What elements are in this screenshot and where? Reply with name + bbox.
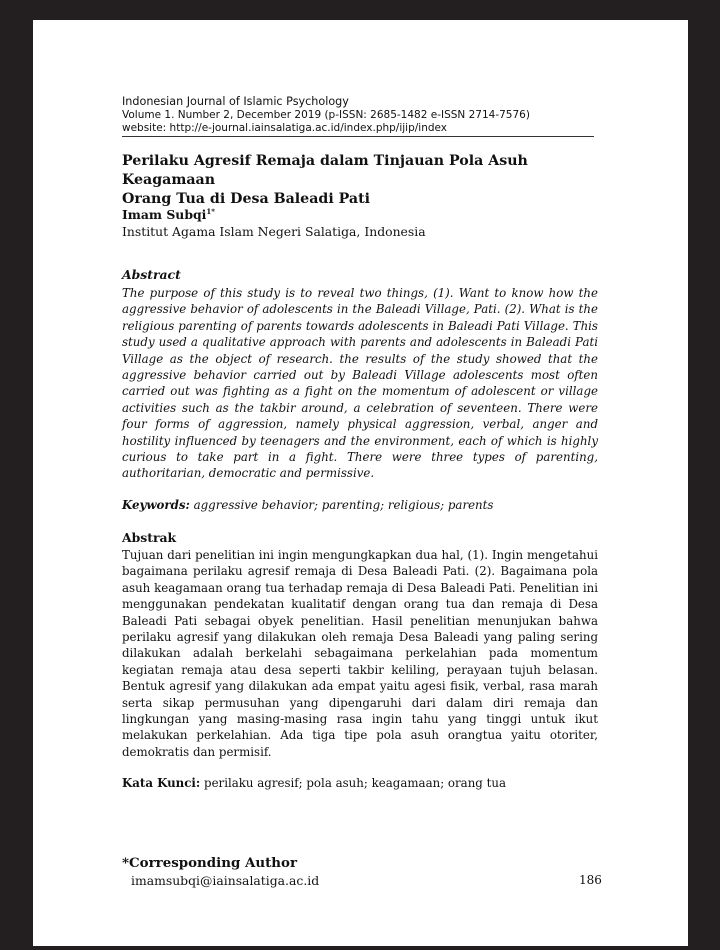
keywords-label: Keywords: xyxy=(122,498,190,512)
journal-header xyxy=(122,95,594,136)
paper-title xyxy=(122,152,597,209)
kata-kunci-label: Kata Kunci: xyxy=(122,776,201,790)
title-line-1: Perilaku Agresif Remaja dalam Tinjauan Pola Asuh Keagamaan xyxy=(122,153,528,188)
journal-volume: Volume 1. Number 2, December 2019 (p-ISSN: 2685-1482 e-ISSN 2714-7576) xyxy=(122,108,530,121)
abstract-heading: Abstract xyxy=(122,267,181,282)
author-block xyxy=(122,203,602,240)
page-number: 186 xyxy=(579,873,602,887)
title-line-2: Orang Tua di Desa Baleadi Pati xyxy=(122,191,371,207)
abstrak-heading: Abstrak xyxy=(122,530,177,545)
abstract-text: The purpose of this study is to reveal two things, (1). Want to know how the aggressive behavior of adolescents in the Baleadi Village, Pati. (2). What is the religious parenting of parents towards adolescents in Baleadi Pati Village. This study used a qualitative approach with parents and adolescents in Baleadi Pati Village as the object of research. the results of the study showed that the aggressive behavior carried out by Baleadi Village adolescents most often carried out was fighting as a fight on the momentum of adolescent or village activities such as the takbir around, a celebration of seventeen. There were four forms of aggression, namely physical aggression, verbal, anger and hostility influenced by teenagers and the environment, each of which is highly curious to take part in a fight. There were three types of parenting, authoritarian, democratic and permissive. xyxy=(122,286,598,481)
kata-kunci-value: perilaku agresif; pola asuh; keagamaan; orang tua xyxy=(200,776,506,790)
author-name: Imam Subqi xyxy=(122,207,207,222)
author-affiliation: Institut Agama Islam Negeri Salatiga, Indonesia xyxy=(122,224,426,239)
corresponding-author-label: *Corresponding Author xyxy=(122,855,298,871)
viewer-frame-top xyxy=(0,0,720,20)
header-rule xyxy=(122,136,594,137)
paper-page xyxy=(33,20,688,946)
corresponding-email: imamsubqi@iainsalatiga.ac.id xyxy=(131,873,320,888)
viewer-frame-left xyxy=(0,0,33,950)
abstrak-text: Tujuan dari penelitian ini ingin mengungkapkan dua hal, (1). Ingin mengetahui bagaimana perilaku agresif remaja di Desa Baleadi Pati. (2). Bagaimana pola asuh keagamaan orang tua terhadap remaja di Desa Baleadi Pati. Penelitian ini menggunakan pendekatan kualitatif dengan orang tua dan remaja di Desa Baleadi Pati sebagai obyek penelitian. Hasil penelitian menunjukan bahwa perilaku agresif yang dilakukan oleh remaja Desa Baleadi yang paling sering dilakukan adalah berkelahi sebagaimana perkelahian pada momentum kegiatan remaja atau desa seperti takbir keliling, perayaan tujuh belasan. Bentuk agresif yang dilakukan ada empat yaitu agesi fisik, verbal, rasa marah serta sikap permusuhan yang dipengaruhi dari dalam diri remaja dan lingkungan yang masing-masing rasa ingin tahu yang tinggi untuk ikut melakukan perkelahian. Ada tiga tipe pola asuh orangtua yaitu otoriter, demokratis dan permisif. xyxy=(122,548,598,759)
viewer-frame-right xyxy=(688,0,720,950)
keywords-value: aggressive behavior; parenting; religious; parents xyxy=(189,498,494,512)
author-superscript: 1* xyxy=(206,207,215,216)
kata-kunci-line xyxy=(122,776,602,790)
journal-website: website: http://e-journal.iainsalatiga.ac.id/index.php/ijip/index xyxy=(122,122,448,134)
keywords-line xyxy=(122,498,602,512)
journal-name: Indonesian Journal of Islamic Psychology xyxy=(122,95,349,108)
viewer-frame-bottom xyxy=(0,946,720,950)
